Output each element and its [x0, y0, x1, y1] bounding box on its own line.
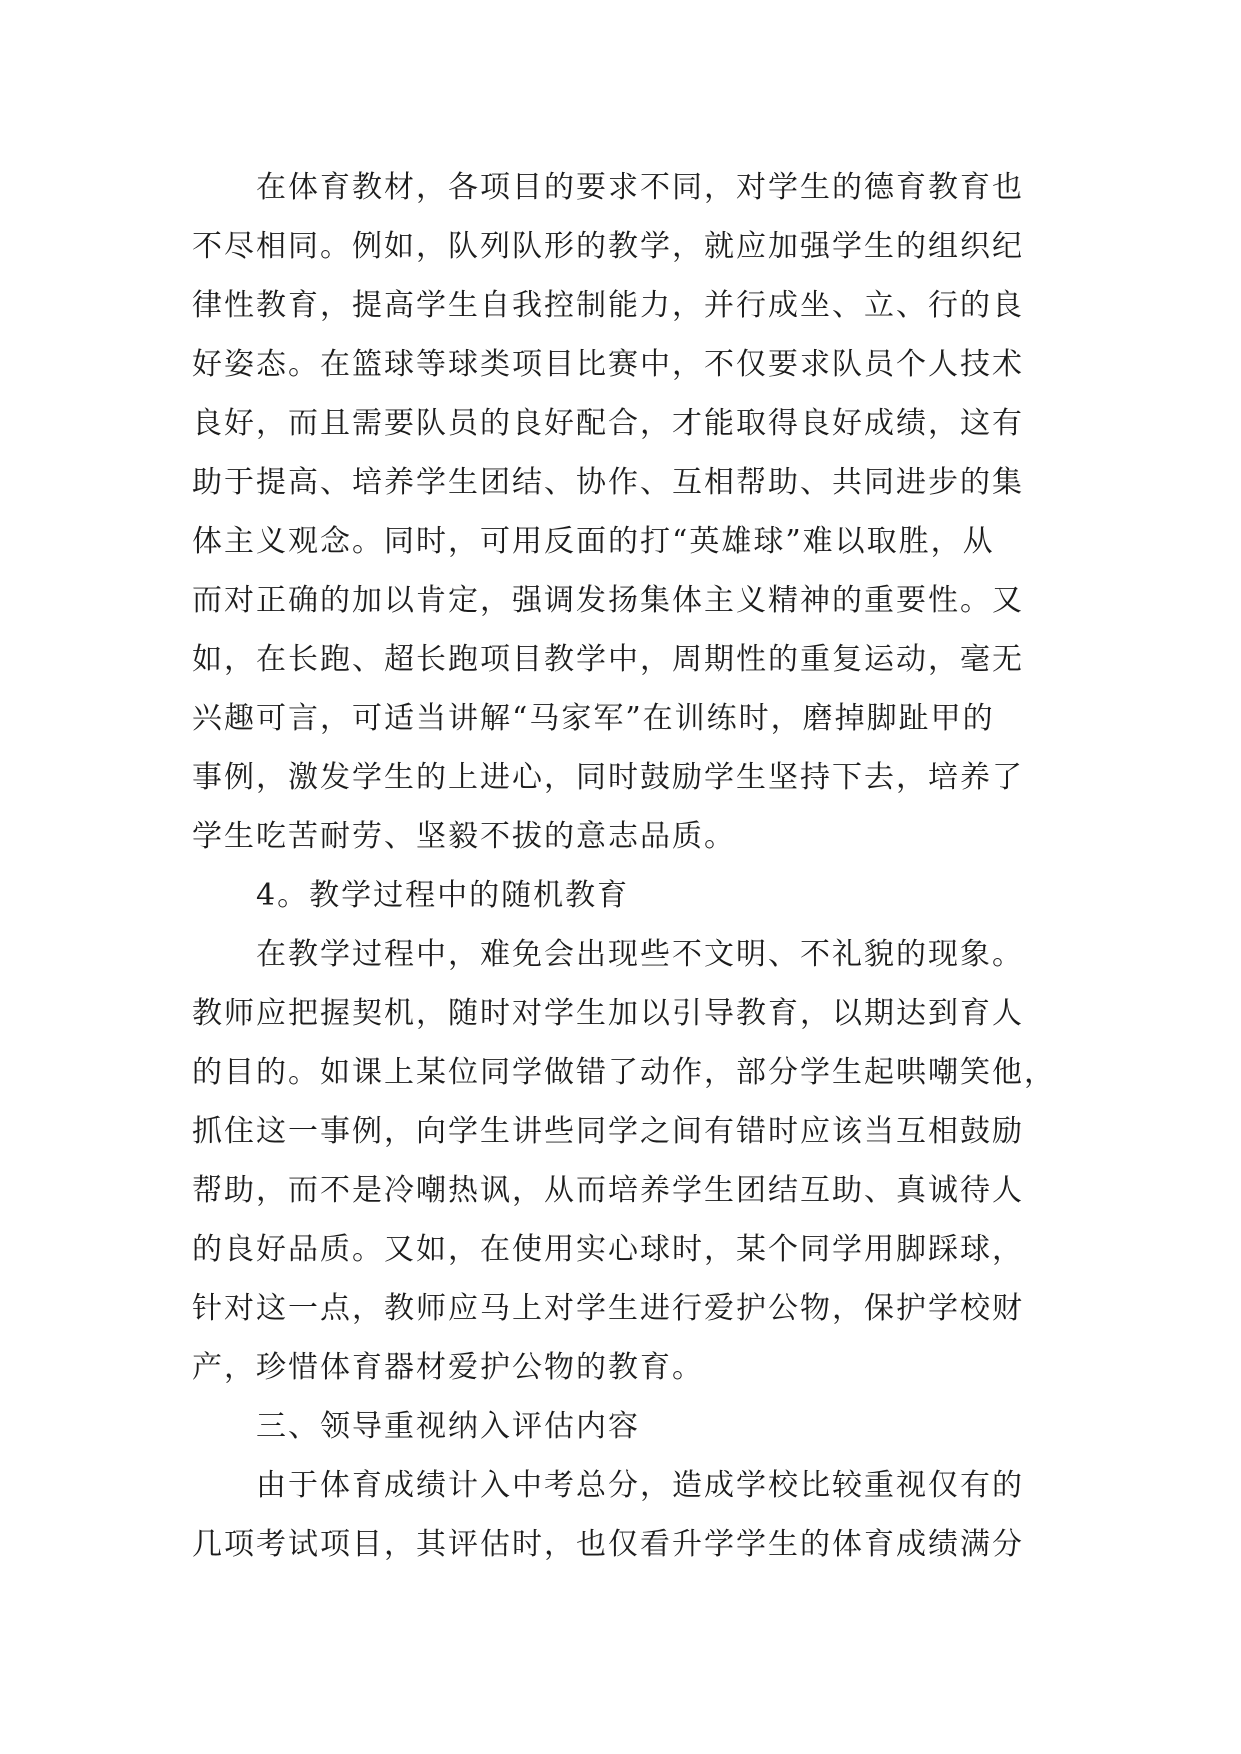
section-heading: 三、领导重视纳入评估内容 [256, 1409, 640, 1444]
paragraph-line: 教师应把握契机，随时对学生加以引导教育，以期达到育人 [192, 996, 1024, 1031]
document-body [192, 158, 1056, 1574]
paragraph-line: 抓住这一事例，向学生讲些同学之间有错时应该当互相鼓励 [192, 1114, 1024, 1149]
paragraph-line: 的良好品质。又如，在使用实心球时，某个同学用脚踩球， [192, 1232, 1024, 1267]
paragraph-line: 良好，而且需要队员的良好配合，才能取得良好成绩，这有 [192, 406, 1024, 441]
paragraph-line: 针对这一点，教师应马上对学生进行爱护公物，保护学校财 [192, 1291, 1024, 1326]
paragraph-line: 如，在长跑、超长跑项目教学中，周期性的重复运动，毫无 [192, 642, 1024, 677]
paragraph-line: 不尽相同。例如，队列队形的教学，就应加强学生的组织纪 [192, 229, 1024, 264]
section-heading: 4。教学过程中的随机教育 [256, 878, 630, 913]
paragraph-line: 的目的。如课上某位同学做错了动作，部分学生起哄嘲笑他， [192, 1055, 1056, 1090]
paragraph-line: 在体育教材，各项目的要求不同，对学生的德育教育也 [256, 170, 1024, 205]
paragraph-line: 兴趣可言，可适当讲解“马家军”在训练时，磨掉脚趾甲的 [192, 701, 995, 736]
paragraph-line: 在教学过程中，难免会出现些不文明、不礼貌的现象。 [256, 937, 1024, 972]
paragraph-line: 而对正确的加以肯定，强调发扬集体主义精神的重要性。又 [192, 583, 1024, 618]
paragraph-line: 事例，激发学生的上进心，同时鼓励学生坚持下去，培养了 [192, 760, 1024, 795]
paragraph-line: 体主义观念。同时，可用反面的打“英雄球”难以取胜，从 [192, 524, 995, 559]
paragraph-line: 学生吃苦耐劳、坚毅不拔的意志品质。 [192, 819, 736, 854]
paragraph-line: 好姿态。在篮球等球类项目比赛中，不仅要求队员个人技术 [192, 347, 1024, 382]
paragraph-line: 律性教育，提高学生自我控制能力，并行成坐、立、行的良 [192, 288, 1024, 323]
paragraph-line: 几项考试项目，其评估时，也仅看升学学生的体育成绩满分 [192, 1527, 1024, 1562]
paragraph-line: 助于提高、培养学生团结、协作、互相帮助、共同进步的集 [192, 465, 1024, 500]
paragraph-line: 由于体育成绩计入中考总分，造成学校比较重视仅有的 [256, 1468, 1024, 1503]
paragraph-line: 产，珍惜体育器材爱护公物的教育。 [192, 1350, 704, 1385]
paragraph-line: 帮助，而不是冷嘲热讽，从而培养学生团结互助、真诚待人 [192, 1173, 1024, 1208]
